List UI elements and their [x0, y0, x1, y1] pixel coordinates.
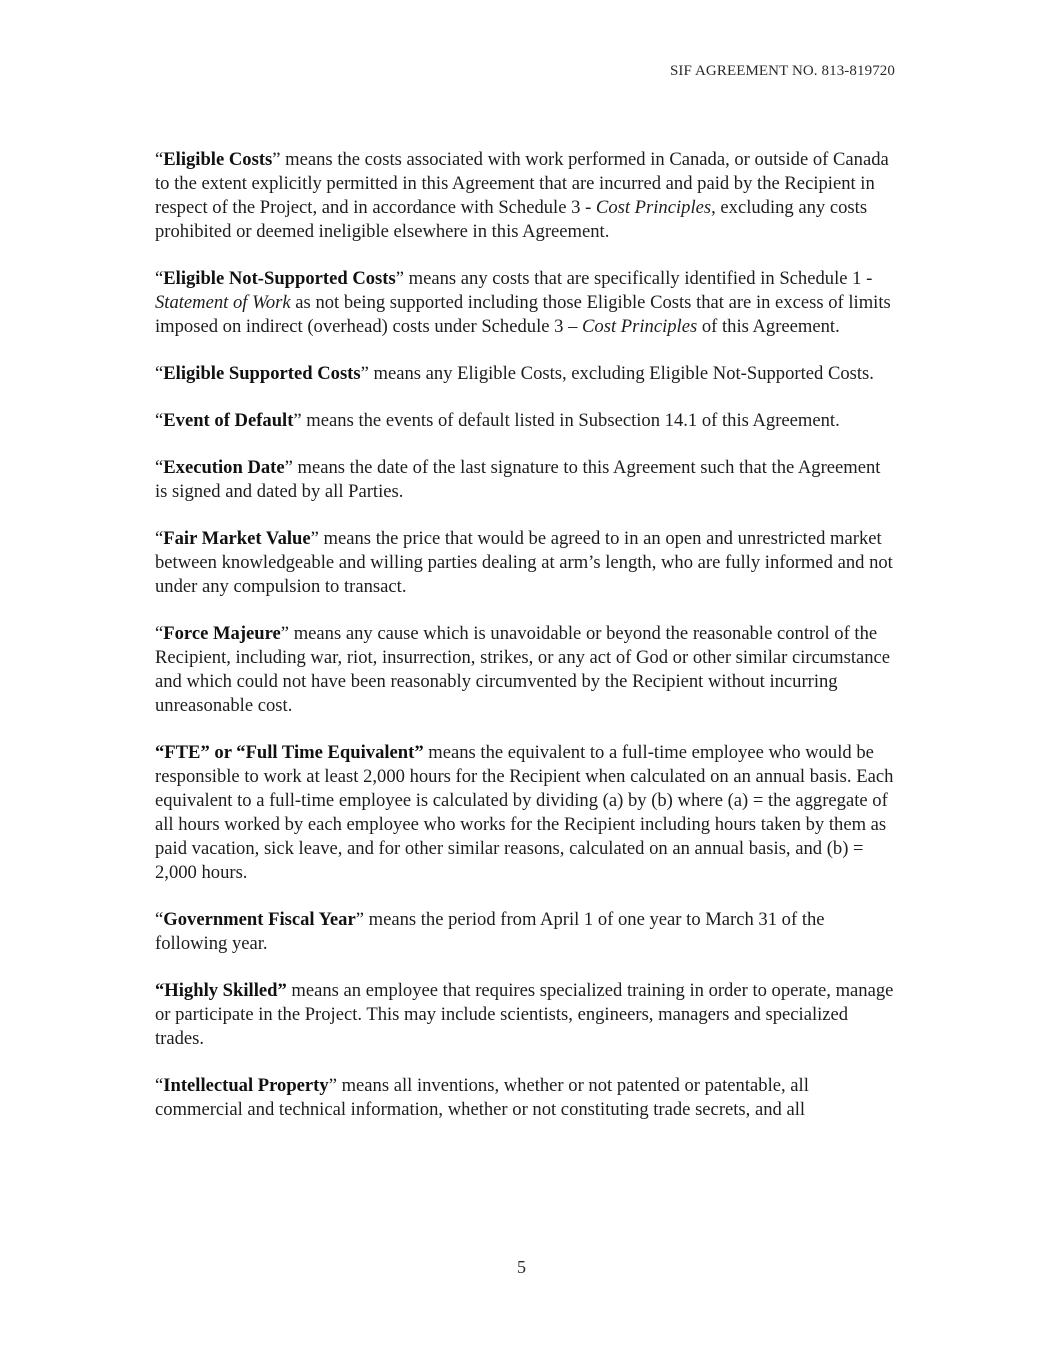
definition-text: “ [155, 528, 164, 549]
definition-eligible-supported-costs [155, 362, 897, 386]
document-reference: Cost Principles [582, 316, 698, 337]
definition-text: “ [155, 623, 164, 644]
definition-government-fiscal-year [155, 908, 897, 956]
defined-term: Event of Default [163, 410, 294, 431]
defined-term: Fair Market Value [163, 528, 311, 549]
defined-term: “FTE” or “Full Time Equivalent” [155, 742, 424, 763]
page-number: 5 [517, 1257, 526, 1277]
definition-eligible-costs [155, 148, 897, 244]
definition-text: “ [155, 149, 164, 170]
defined-term: Eligible Supported Costs [163, 363, 361, 384]
defined-term: Execution Date [163, 457, 285, 478]
definition-text: ” means the date of the last signature to this Agreement such that the Agreement is signed and dated by all Parties. [155, 457, 881, 502]
definition-text: , excluding any costs prohibited or deemed ineligible elsewhere in this Agreement. [155, 197, 868, 242]
defined-term: Force Majeure [163, 623, 281, 644]
definition-event-of-default [155, 409, 897, 433]
definition-intellectual-property [155, 1074, 897, 1122]
definition-text: ” means any costs that are specifically identified in Schedule 1 - [395, 268, 873, 289]
definition-text: “ [155, 363, 164, 384]
definition-text: “ [155, 457, 164, 478]
defined-term: Intellectual Property [163, 1075, 329, 1096]
definition-text: “ [155, 410, 164, 431]
document-reference: Cost Principles [595, 197, 712, 218]
definition-text: “ [155, 1075, 164, 1096]
definition-text: ” means the price that would be agreed to in an open and unrestricted market between knowledgeable and willing parties dealing at arm’s length, who are fully informed and not under any compulsion to transact. [155, 528, 893, 597]
definition-text: ” means all inventions, whether or not patented or patentable, all commercial and technical information, whether or not constituting trade secrets, and all [155, 1075, 809, 1120]
definition-text: of this Agreement. [697, 316, 840, 337]
defined-term: Eligible Not-Supported Costs [163, 268, 396, 289]
definition-fte [155, 741, 897, 885]
definition-text: “ [155, 909, 164, 930]
definition-text: as not being supported including those Eligible Costs that are in excess of limits imposed on indirect (overhead) costs under Schedule 3 – [155, 292, 891, 337]
definition-eligible-not-supported-costs [155, 267, 897, 339]
defined-term: Eligible Costs [163, 149, 273, 170]
definition-fair-market-value [155, 527, 897, 599]
defined-term: Government Fiscal Year [163, 909, 356, 930]
definitions-list [155, 148, 897, 1145]
definition-force-majeure [155, 622, 897, 718]
definition-text: means an employee that requires specialized training in order to operate, manage or participate in the Project. This may include scientists, engineers, managers and specialized trades. [155, 980, 894, 1049]
definition-highly-skilled [155, 979, 897, 1051]
definition-text: ” means the period from April 1 of one year to March 31 of the following year. [155, 909, 825, 954]
definition-text: “ [155, 268, 164, 289]
definition-text: ” means any Eligible Costs, excluding Eligible Not-Supported Costs. [360, 363, 874, 384]
defined-term: “Highly Skilled” [155, 980, 287, 1001]
agreement-number-header: SIF AGREEMENT NO. 813-819720 [669, 63, 895, 79]
definition-text: ” means the events of default listed in Subsection 14.1 of this Agreement. [293, 410, 840, 431]
definition-text: ” means any cause which is unavoidable or beyond the reasonable control of the Recipient, including war, riot, insurrection, strikes, or any act of God or other similar circumstance and which could not have been reasonably circumvented by the Recipient without incurring unreasonable cost. [155, 623, 891, 716]
definition-execution-date [155, 456, 897, 504]
document-reference: Statement of Work [155, 292, 291, 313]
definition-text: ” means the costs associated with work performed in Canada, or outside of Canada to the extent explicitly permitted in this Agreement that are incurred and paid by the Recipient in respect of the Project, and in accordance with Schedule 3 - [155, 149, 889, 218]
definition-text: means the equivalent to a full-time employee who would be responsible to work at least 2,000 hours for the Recipient when calculated on an annual basis. Each equivalent to a full-time employee is calculated by dividing (a) by (b) where (a) = the aggregate of all hours worked by each employee who works for the Recipient including hours taken by them as paid vacation, sick leave, and for other similar reasons, calculated on an annual basis, and (b) = 2,000 hours. [155, 742, 894, 883]
